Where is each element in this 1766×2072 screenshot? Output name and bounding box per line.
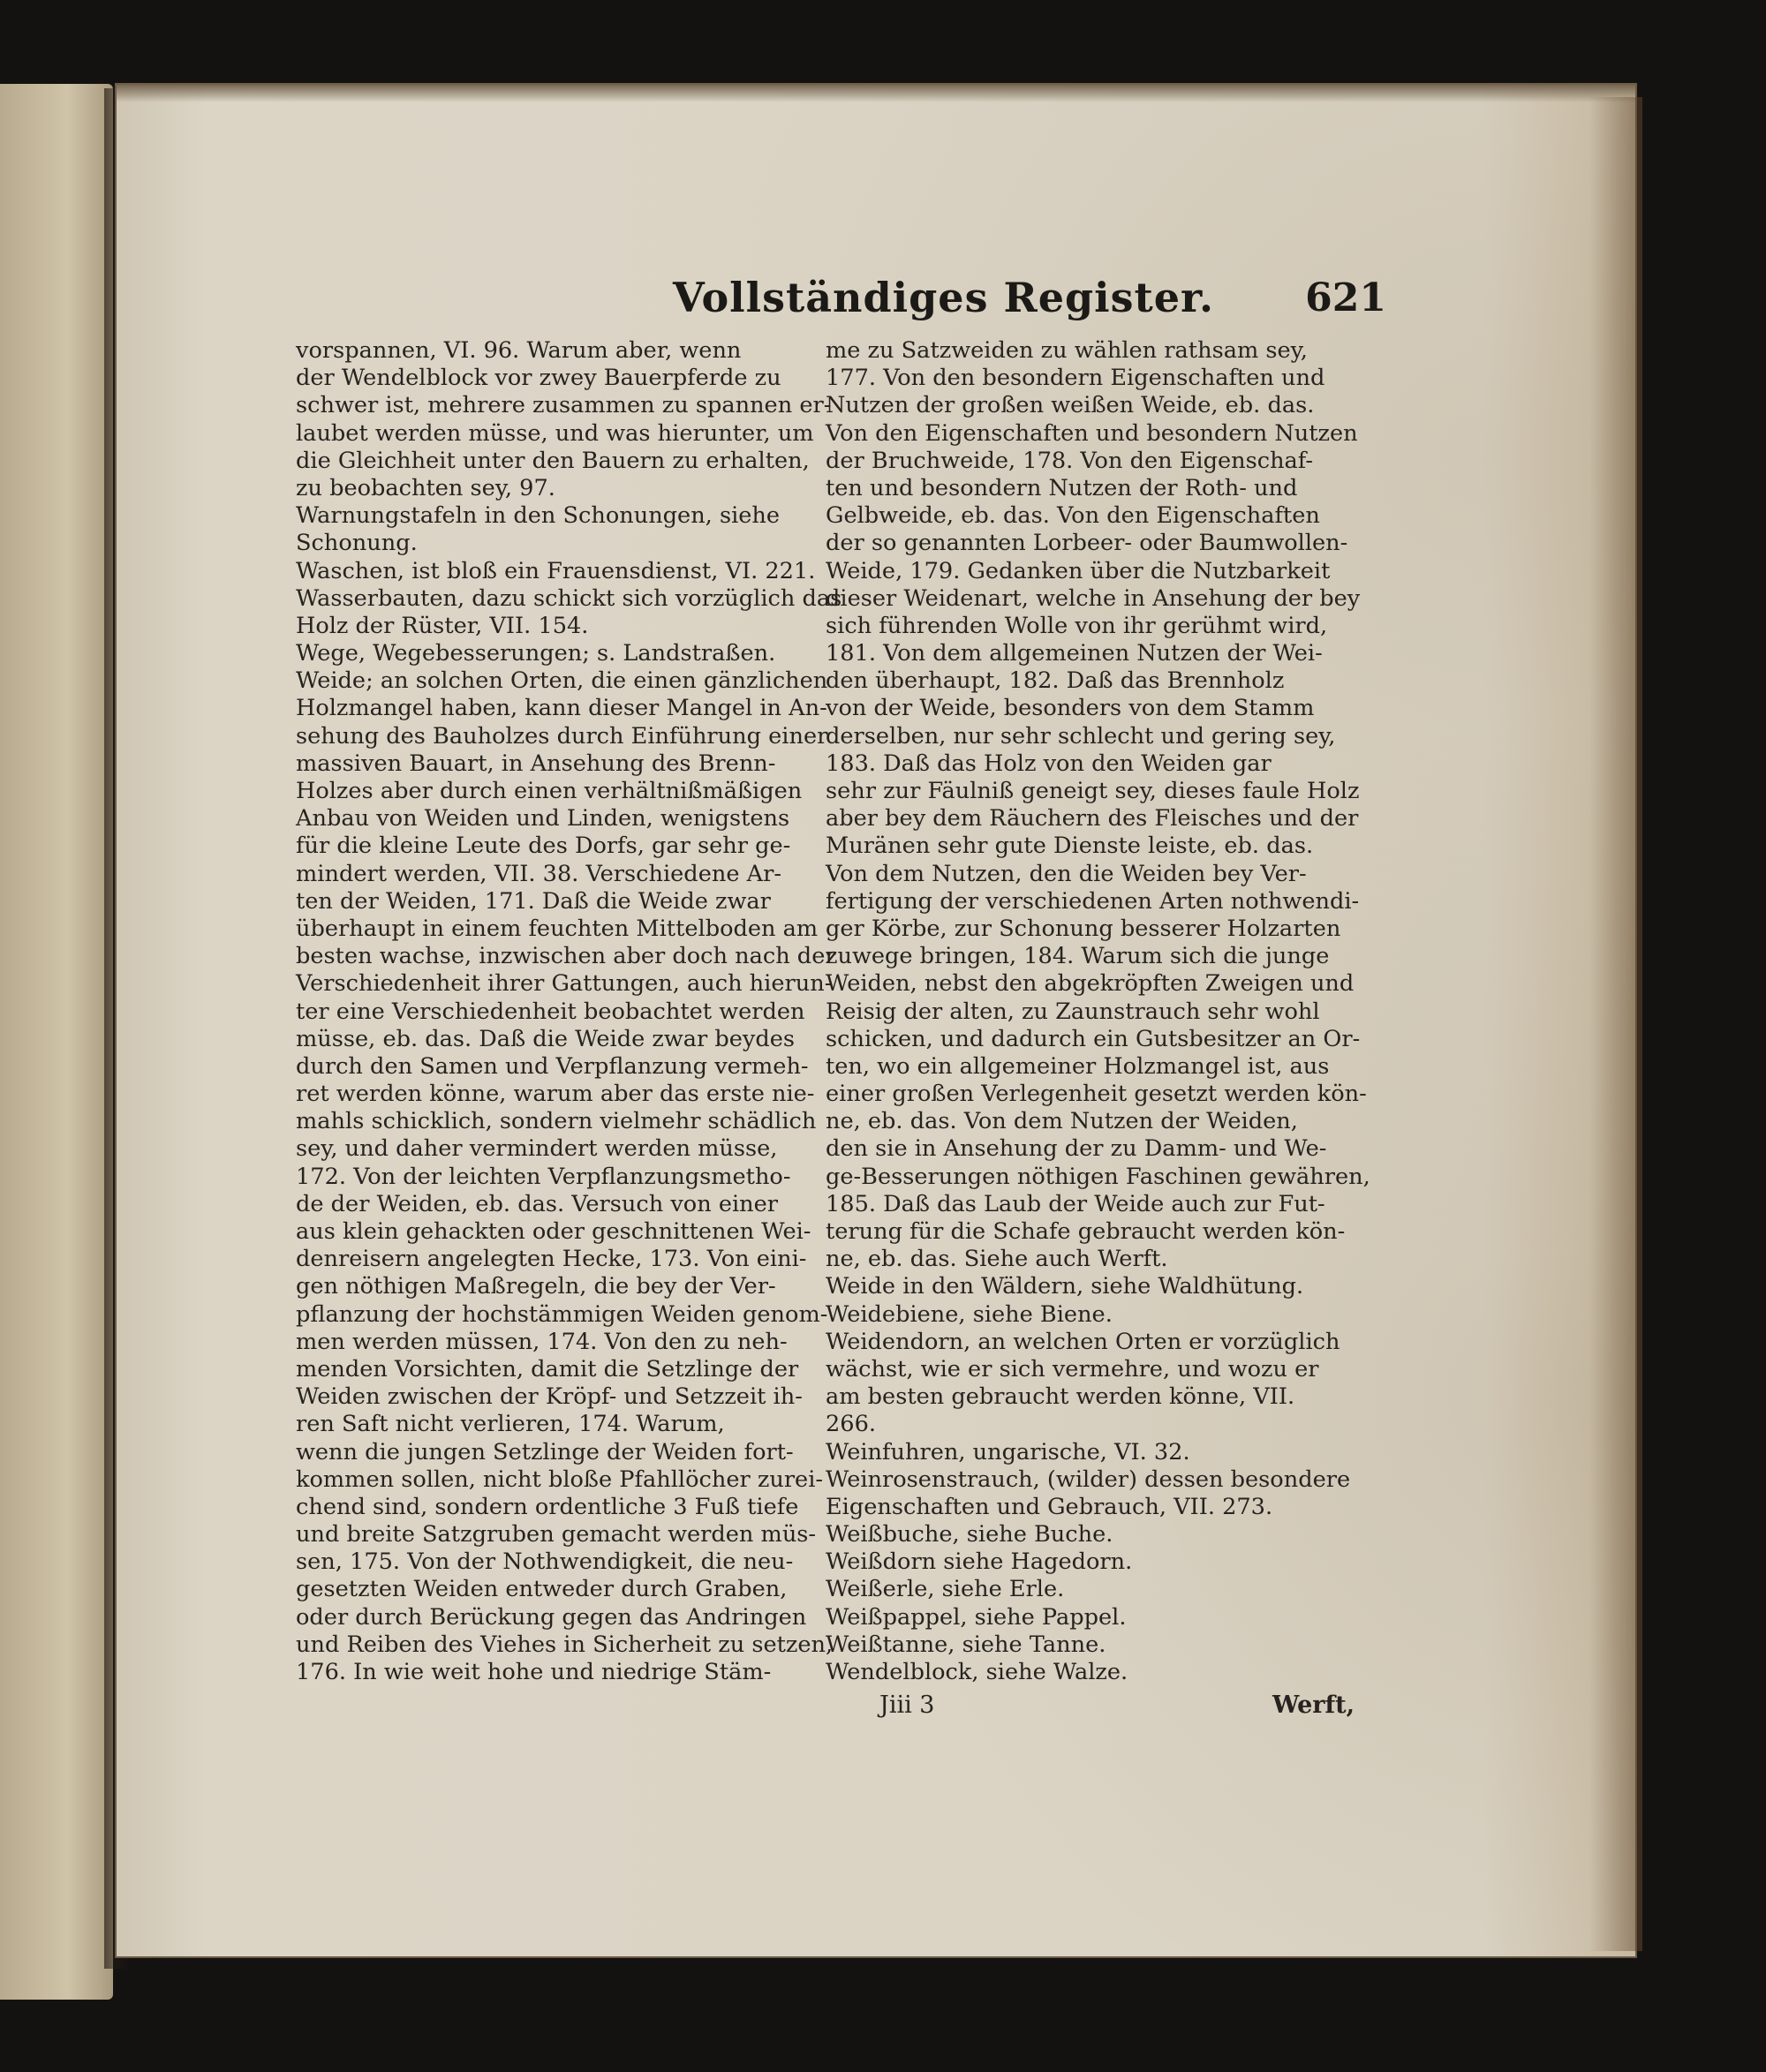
index-line: oder durch Berückung gegen das Andringen [296, 1603, 807, 1631]
index-line: Weidebiene, siehe Biene. [826, 1300, 1113, 1328]
index-line: kommen sollen, nicht bloße Pfahllöcher zurei- [296, 1465, 824, 1493]
index-line: zu beobachten sey, 97. [296, 474, 555, 501]
index-line: sich führenden Wolle von ihr gerühmt wird, [826, 612, 1328, 639]
index-line: aber bey dem Räuchern des Fleisches und der [826, 805, 1359, 833]
index-line: Weidendorn, an welchen Orten er vorzüglich [826, 1328, 1340, 1355]
index-line: massiven Bauart, in Ansehung des Brenn- [296, 750, 776, 777]
index-line: wächst, wie er sich vermehre, und wozu er [826, 1355, 1319, 1383]
index-line: Muränen sehr gute Dienste leiste, eb. das. [826, 833, 1314, 860]
index-line: laubet werden müsse, und was hierunter, um [296, 419, 814, 447]
index-line: ger Körbe, zur Schonung besserer Holzarten [826, 915, 1341, 942]
index-line: men werden müssen, 174. Von den zu neh- [296, 1328, 788, 1355]
signature-mark: Jiii 3 [879, 1692, 935, 1719]
index-line: Weinfuhren, ungarische, VI. 32. [826, 1438, 1190, 1465]
index-line: am besten gebraucht werden könne, VII. [826, 1383, 1295, 1411]
page-footer [874, 1692, 1369, 1727]
index-line: ten der Weiden, 171. Daß die Weide zwar [296, 887, 771, 915]
index-line: Schonung. [296, 530, 418, 557]
index-line: 181. Von dem allgemeinen Nutzen der Wei- [826, 640, 1323, 667]
index-line: die Gleichheit unter den Bauern zu erhalten, [296, 447, 810, 474]
index-line: den sie in Ansehung der zu Damm- und We- [826, 1135, 1327, 1163]
index-line: Waschen, ist bloß ein Frauensdienst, VI. 221. [296, 557, 816, 584]
index-line: ten, wo ein allgemeiner Holzmangel ist, aus [826, 1052, 1330, 1080]
index-line: der so genannten Lorbeer- oder Baumwollen- [826, 530, 1348, 557]
index-line: Wege, Wegebesserungen; s. Landstraßen. [296, 640, 776, 667]
index-line: 177. Von den besondern Eigenschaften und [826, 365, 1325, 392]
index-line: ne, eb. das. Siehe auch Werft. [826, 1246, 1168, 1273]
index-line: 176. In wie weit hohe und niedrige Stäm- [296, 1659, 772, 1685]
index-line: mahls schicklich, sondern vielmehr schädlich [296, 1108, 817, 1135]
index-line: vorspannen, VI. 96. Warum aber, wenn [296, 337, 742, 364]
index-line: Holz der Rüster, VII. 154. [296, 612, 589, 639]
index-line: und breite Satzgruben gemacht werden müs- [296, 1521, 817, 1548]
index-line: und Reiben des Viehes in Sicherheit zu setzen, [296, 1631, 834, 1658]
index-line: dieser Weidenart, welche in Ansehung der bey [826, 584, 1361, 612]
index-line: Von den Eigenschaften und besondern Nutzen [826, 419, 1358, 447]
index-line: Weinrosenstrauch, (wilder) dessen besondere [826, 1465, 1351, 1493]
index-line: Weide; an solchen Orten, die einen gänzlichen [296, 667, 828, 695]
index-line: Weide in den Wäldern, siehe Waldhütung. [826, 1273, 1304, 1300]
index-line: Nutzen der großen weißen Weide, eb. das. [826, 392, 1315, 419]
index-line: gen nöthigen Maßregeln, die bey der Ver- [296, 1273, 776, 1300]
index-line: sey, und daher vermindert werden müsse, [296, 1135, 778, 1163]
index-column-right [826, 337, 1400, 1686]
index-line: einer großen Verlegenheit gesetzt werden kön- [826, 1081, 1367, 1108]
index-line: mindert werden, VII. 38. Verschiedene Ar- [296, 860, 781, 887]
facing-page-edge [0, 84, 113, 2000]
index-line: Reisig der alten, zu Zaunstrauch sehr wohl [826, 998, 1320, 1025]
index-line: pflanzung der hochstämmigen Weiden genom- [296, 1300, 828, 1328]
index-line: Weiden zwischen der Kröpf- und Setzzeit ih- [296, 1383, 803, 1411]
index-line: zuwege bringen, 184. Warum sich die junge [826, 943, 1330, 970]
index-line: Anbau von Weiden und Linden, wenigstens [296, 805, 790, 833]
index-line: me zu Satzweiden zu wählen rathsam sey, [826, 337, 1308, 364]
index-line: besten wachse, inzwischen aber doch nach der [296, 943, 836, 970]
index-line: fertigung der verschiedenen Arten nothwendi- [826, 887, 1360, 915]
index-line: der Wendelblock vor zwey Bauerpferde zu [296, 365, 781, 392]
index-line: schicken, und dadurch ein Gutsbesitzer an Or- [826, 1025, 1361, 1052]
index-line: wenn die jungen Setzlinge der Weiden fort- [296, 1438, 794, 1465]
index-column-left [296, 337, 843, 1686]
index-line: Holzmangel haben, kann dieser Mangel in An- [296, 695, 827, 722]
index-line: ge-Besserungen nöthigen Faschinen gewähren, [826, 1163, 1370, 1190]
index-line: für die kleine Leute des Dorfs, gar sehr ge- [296, 833, 791, 860]
page-number: 621 [1305, 275, 1386, 320]
index-line: den überhaupt, 182. Daß das Brennholz [826, 667, 1285, 695]
index-line: Weißbuche, siehe Buche. [826, 1521, 1113, 1548]
index-line: Warnungstafeln in den Schonungen, siehe [296, 502, 781, 530]
index-line: Weide, 179. Gedanken über die Nutzbarkeit [826, 557, 1331, 584]
running-title: Vollständiges Register. [673, 274, 1215, 321]
page-right-edge [1589, 97, 1642, 1951]
index-line: denreisern angelegten Hecke, 173. Von eini- [296, 1246, 807, 1273]
index-line: aus klein gehackten oder geschnittenen Wei- [296, 1218, 811, 1245]
index-line: Weißdorn siehe Hagedorn. [826, 1548, 1133, 1576]
index-line: 183. Daß das Holz von den Weiden gar [826, 750, 1272, 777]
index-line: Weißerle, siehe Erle. [826, 1576, 1065, 1603]
index-line: ten und besondern Nutzen der Roth- und [826, 474, 1298, 501]
index-line: menden Vorsichten, damit die Setzlinge der [296, 1355, 799, 1383]
index-line: 172. Von der leichten Verpflanzungsmetho- [296, 1163, 791, 1190]
index-line: ret werden könne, warum aber das erste nie- [296, 1081, 815, 1108]
index-line: sehung des Bauholzes durch Einführung einer [296, 722, 828, 750]
index-line: Weiden, nebst den abgekröpften Zweigen und [826, 970, 1355, 998]
index-line: terung für die Schafe gebraucht werden kön- [826, 1218, 1346, 1245]
index-line: ter eine Verschiedenheit beobachtet werden [296, 998, 805, 1025]
index-line: von der Weide, besonders von dem Stamm [826, 695, 1315, 722]
index-line: schwer ist, mehrere zusammen zu spannen er- [296, 392, 832, 419]
index-line: ren Saft nicht verlieren, 174. Warum, [296, 1411, 725, 1438]
index-line: Weißpappel, siehe Pappel. [826, 1603, 1127, 1631]
index-line: ne, eb. das. Von dem Nutzen der Weiden, [826, 1108, 1298, 1135]
index-line: sen, 175. Von der Nothwendigkeit, die neu- [296, 1548, 794, 1576]
index-line: derselben, nur sehr schlecht und gering sey, [826, 722, 1336, 750]
index-line: Wasserbauten, dazu schickt sich vorzüglich das [296, 584, 842, 612]
index-line: de der Weiden, eb. das. Versuch von einer [296, 1190, 779, 1217]
index-line: sehr zur Fäulniß geneigt sey, dieses faule Holz [826, 778, 1360, 804]
index-line: Wendelblock, siehe Walze. [826, 1659, 1128, 1685]
index-line: der Bruchweide, 178. Von den Eigenschaf- [826, 447, 1314, 474]
index-line: durch den Samen und Verpflanzung vermeh- [296, 1052, 809, 1080]
index-line: Gelbweide, eb. das. Von den Eigenschaften [826, 502, 1320, 530]
index-line: Holzes aber durch einen verhältnißmäßigen [296, 778, 803, 804]
index-line: Eigenschaften und Gebrauch, VII. 273. [826, 1493, 1273, 1520]
index-line: Verschiedenheit ihrer Gattungen, auch hierun- [296, 970, 833, 998]
index-line: chend sind, sondern ordentliche 3 Fuß tiefe [296, 1493, 799, 1520]
index-line: müsse, eb. das. Daß die Weide zwar beydes [296, 1025, 796, 1052]
index-line: gesetzten Weiden entweder durch Graben, [296, 1576, 788, 1603]
catchword: Werft, [1272, 1692, 1355, 1719]
index-line: 185. Daß das Laub der Weide auch zur Fut- [826, 1190, 1325, 1217]
index-line: Von dem Nutzen, den die Weiden bey Ver- [826, 860, 1307, 887]
index-line: überhaupt in einem feuchten Mittelboden am [296, 915, 819, 942]
index-line: 266. [826, 1411, 876, 1438]
page-top-edge [117, 83, 1635, 102]
index-line: Weißtanne, siehe Tanne. [826, 1631, 1106, 1658]
running-header [662, 274, 1395, 335]
